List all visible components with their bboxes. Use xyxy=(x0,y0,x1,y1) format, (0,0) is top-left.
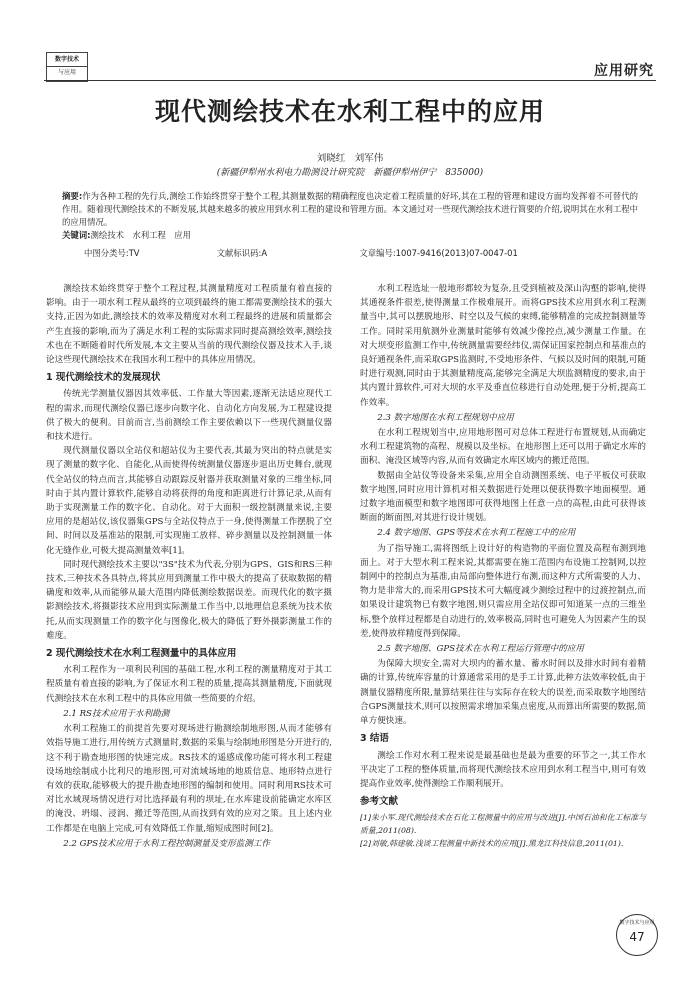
section-heading: 3 结语 xyxy=(360,733,389,745)
badge-text: 数字技术与应用 xyxy=(619,920,655,926)
page-number: 47 xyxy=(629,930,645,944)
keywords: 测绘技术 水利工程 应用 xyxy=(90,230,191,240)
paragraph: 在水利工程规划当中,应用地形图可对总体工程进行布置规划,从而确定水利工程建筑物的高程、规模以及坐标。在地形图上还可以用于确定水库的面积、淹没区域等内容,从而有效确定水库区域内的搬迁范围。 xyxy=(360,428,646,467)
paper-title: 现代测绘技术在水利工程中的应用 xyxy=(154,97,545,126)
abstract xyxy=(62,190,638,242)
paragraph: 测绘工作对水利工程来说是最基础也是最为重要的环节之一,其工作水平决定了工程的整体质量,而将现代测绘技术应用到水利工程当中,则可有效提高作业效率,使得测绘工作顺利展开。 xyxy=(360,750,646,789)
journal-logo xyxy=(46,52,88,82)
abstract-label: 摘要: xyxy=(62,191,83,201)
paragraph: 水利工程选址一般地形都较为复杂,且受到植被及深山沟壑的影响,使得其通视条件很差,使得测量工作极难展开。而将GPS技术应用到水利工程测量当中,其可以摆脱地形、时空以及气候的束缚,能够精准的完成控制测量等工作。同时采用航测外业测量时能够有效减少像控点,减少测量工作量。在对大坝变形监测工作中,传统测量需要经纬仪,需保证国家控制点和基准点的良好通视条件,而采取GPS监测时,不受地形条件、气候以及时间的限制,可随时进行观测,同时由于其测量精度高,能够完全满足大坝监测精度的要求,由于其内置计算软件,可对大坝的水平及垂直位移进行自动处理,便于分析,提高工作效率。 xyxy=(360,284,646,408)
page-number-badge xyxy=(616,914,658,956)
subsection-heading: 2.1 RS技术应用于水利勘测 xyxy=(63,708,170,719)
subsection-heading: 2.5 数字地图、GPS技术在水利工程运行管理中的应用 xyxy=(377,644,584,655)
paragraph: 传统光学测量仪器因其效率低、工作量大等因素,逐渐无法适应现代工程的需求,而现代测绘仪器已逐步向数字化、自动化方向发展,为工程建设提供了极大的便利。目前而言,当前测绘工作主要依赖以下一些现代测量仪器和技术进行。 xyxy=(46,389,332,443)
subsection-heading: 2.2 GPS技术应用于水利工程控制测量及变形监测工作 xyxy=(63,838,270,849)
reference-item: [2]刘敏,韩建敏.浅谈工程测量中新技术的应用[J].黑龙江科技信息,2011(01). xyxy=(360,839,624,849)
references-heading: 参考文献 xyxy=(360,796,399,808)
paragraph: 测绘技术始终贯穿于整个工程过程,其测量精度对工程质量有着直接的影响。由于一项水利工程从最终的立项到最终的施工都需要测绘技术的强大支持,正因为如此,测绘技术的效率及精度对水利工程最终的进展和质量都会产生直接的影响,而为了满足水利工程的实际需求同时提高测绘效率,测绘技术也在不断随着时代所发展,本文主要从当前的现代测绘仪器及技术入手,谈论这些现代测绘技术在我国水利工程中的具体应用情况。 xyxy=(46,284,332,366)
section-heading: 2 现代测绘技术在水利工程测量中的具体应用 xyxy=(46,648,237,660)
abstract-text: 作为各种工程的先行兵,测绘工作始终贯穿于整个工程,其测量数据的精确程度也决定着工程质量的好坏,其在工程的管理和建设方面均发挥着不可替代的作用。随着现代测绘技术的不断发展,其越来越多的被应用到水利工程的建设和管理方面。本文通过对一些现代测绘技术进行简要的介绍,说明其在水利工程中的应用情况。 xyxy=(62,191,638,227)
subsection-heading: 2.4 数字地图、GPS等技术在水利工程施工中的应用 xyxy=(377,528,576,539)
logo-line2: 与应用 xyxy=(47,66,87,77)
logo-line1: 数字技术 xyxy=(54,56,79,63)
document-code: 文献标识码:A xyxy=(216,248,268,258)
article-number: 文章编号:1007-9416(2013)07-0047-01 xyxy=(359,248,518,258)
article-meta xyxy=(84,247,624,259)
paragraph: 为保障大坝安全,需对大坝内的蓄水量、蓄水时间以及排水时间有着精确的计算,传统库容量的计算通常采用的是手工计算,此种方法效率较低,由于测量仪器精度所限,量算结果往往与实际存在较大的误差,而采取数字地图结合GPS测量技术,则可以按照需求增加采集点密度,从而算出所需要的数据,简单方便快速。 xyxy=(360,659,646,727)
right-column xyxy=(360,282,646,850)
subsection-heading: 2.3 数字地图在水利工程规划中应用 xyxy=(377,412,514,423)
paragraph: 数据由全站仪等设备来采集,应用全自动测图系统、电子平板仪可获取数字地图,同时应用计算机对相关数据进行处理以便获得数字地面模型。通过数字地面模型和数字地图即可获得地图上任意一点的高程,由此可获得该断面的断面图,对其进行设计规划。 xyxy=(360,470,646,524)
left-column xyxy=(46,282,332,852)
paragraph: 同时现代测绘技术主要以"3S"技术为代表,分别为GPS、GIS和RS三种技术,三种技术各具特点,将其应用到测量工作中极大的提高了获取数据的精确度和效率,从而能够从最大范围内降低测绘数据误差。而现代化的数字摄影测绘技术,将摄影技术应用到实际测量工作当中,以地理信息系统为技术依托,从而实现测量工作的数字化与图像化,极大的降低了野外摄影测量工作的难度。 xyxy=(46,559,332,641)
header-divider xyxy=(44,80,656,81)
section-tag: 应用研究 xyxy=(594,63,654,79)
paragraph: 水利工程作为一项利民利国的基础工程,水利工程的测量精度对于其工程质量有着直接的影响,为了保证水利工程的质量,提高其测量精度,下面就现代测绘技术在水利工程中的具体应用做一些简要的介绍。 xyxy=(46,665,332,704)
clc-number: 中图分类号:TV xyxy=(84,248,140,258)
keywords-label: 关键词: xyxy=(62,230,91,240)
affiliation: (新疆伊犁州水利电力勘测设计研究院 新疆伊犁州伊宁 835000) xyxy=(216,168,484,178)
paragraph: 现代测量仪器以全站仪和超站仪为主要代表,其最为突出的特点就是实现了测量的数字化、自能化,从而使得传统测量仪器逐步退出历史舞台,就现代全站仪的特点而言,其能够自动跟踪反射器并获取测量对象的三维坐标,同时由于其内置计算软件,能够自动将获得的角度和距离进行计算记录,从而有助于实现测量工作的数字化、自动化。对于大面积一级控制测量来说,主要应用的是超站仪,该仪器集GPS与全站仪特点于一身,使得测量工作摆脱了空间、时间以及基准站的限制,可实现施工放样、碎步测量以及控制测量一体化无缝作业,可极大提高测量效率[1]。 xyxy=(46,446,332,556)
reference-item: [1]朱小军.现代测绘技术在石化工程测量中的应用与改进[J].中国石油和化工标准与质量,2011(08). xyxy=(360,813,646,836)
paragraph: 为了指导施工,需将图纸上设计好的构造物的平面位置及高程布测到地面上。对于大型水利工程来说,其都需要在施工范围内布设施工控制网,以控制网中的控制点为基准,由局部向整体进行布测,而这种方式所需要的人力、物力是非常大的,而采用GPS技术可大幅度减少测绘过程中的过渡控制点,而如果设计建筑物已有数字地图,则只需应用全站仪即可知道某一点的三维坐标,整个放样过程都是自动进行的,效率极高,同时也可避免人为因素产生的误差,使得放样精度得到保障。 xyxy=(360,543,646,639)
authors: 刘晓红 刘军伟 xyxy=(316,153,384,164)
section-heading: 1 现代测绘技术的发展现状 xyxy=(46,372,161,384)
paragraph: 水利工程施工的前提首先要对现场进行勘测绘制地形图,从而才能够有效指导施工进行,用传统方式测量时,数据的采集与绘制地形图是分开进行的,这不利于勘查地形图的快速完成。RS技术的遥感成像功能可将水利工程建设场地绘制成小比利尺的地形图,可对流域场地的地质信息、地形特点进行有效的获取,能够极大的提升勘查地形图的编制和使用。同时利用RS技术可对比水域现场情况进行对比选择最有利的坝址,在水库建设前能确定水库区的淹没、坍塌、浸润、搬迁等范围,从而找到有效的应对之策。且上述内业工作都是在电脑上完成,可有效降低工作量,缩短成图时间[2]。 xyxy=(46,724,332,834)
